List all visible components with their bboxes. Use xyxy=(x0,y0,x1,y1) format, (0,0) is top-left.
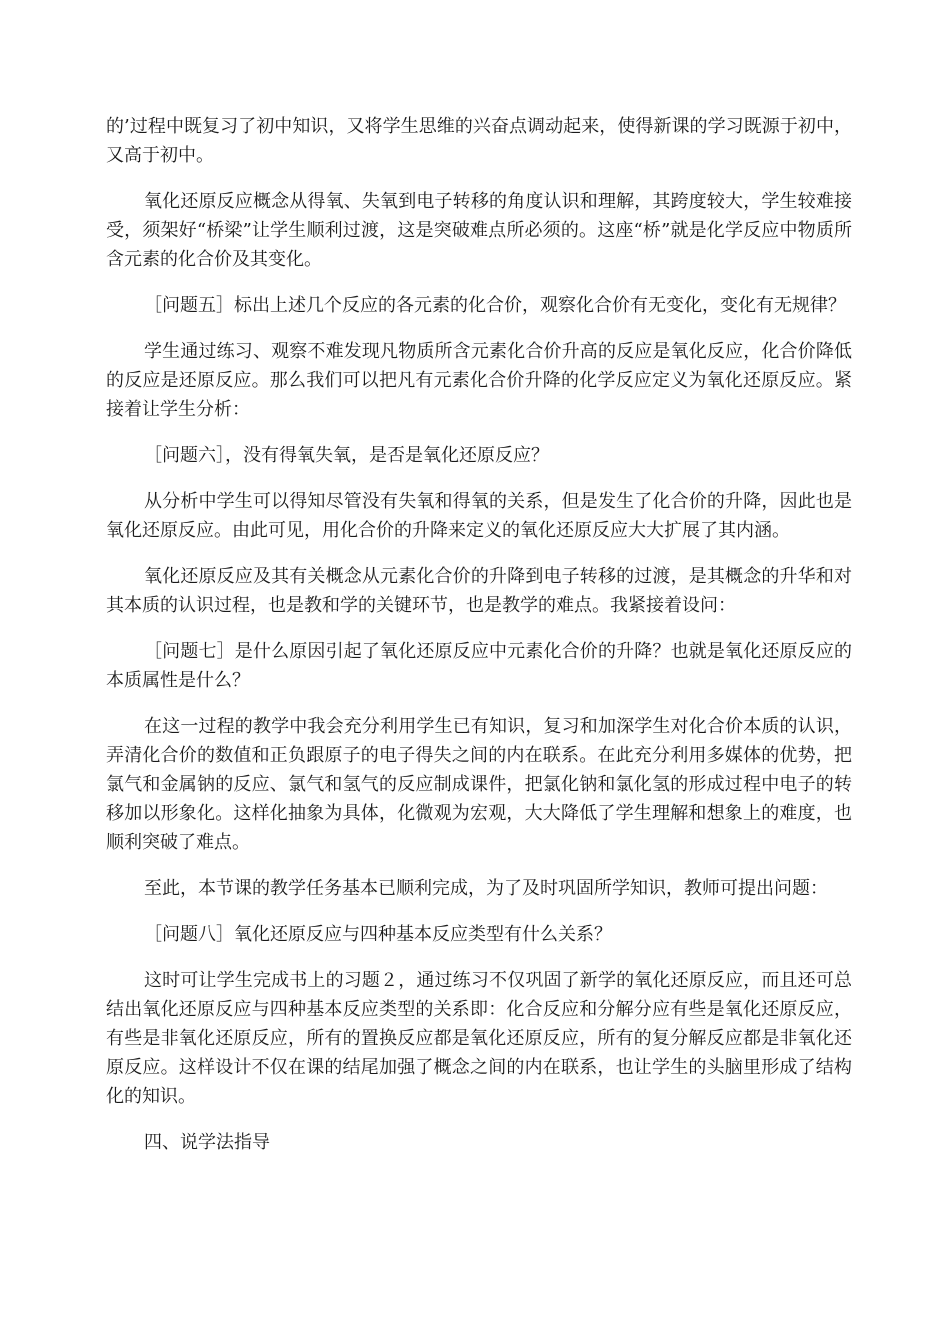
paragraph-12: 这时可让学生完成书上的习题２，通过练习不仅巩固了新学的氧化还原反应，而且还可总结出氧化还原反应与四种基本反应类型的关系即：化合反应和分解分应有些是氧化还原反应，有些是非氧化还原反应，所有的置换反应都是氧化还原反应，所有的复分解反应都是非氧化还原反应。这样设计不仅在课的结尾加强了概念之间的内在联系，也让学生的头脑里形成了结构化的知识。 xyxy=(106,970,852,1107)
paragraph-6: 从分析中学生可以得知尽管没有失氧和得氧的关系，但是发生了化合价的升降，因此也是氧化还原反应。由此可见，用化合价的升降来定义的氧化还原反应大大扩展了其内涵。 xyxy=(106,491,852,541)
question-five-paragraph: ［问题五］标出上述几个反应的各元素的化合价，观察化合价有无变化，变化有无规律？ xyxy=(144,295,846,316)
question-eight-paragraph: ［问题八］氧化还原反应与四种基本反应类型有什么关系？ xyxy=(144,924,612,945)
paragraph-10: 至此，本节课的教学任务基本已顺利完成，为了及时巩固所学知识，教师可提出问题： xyxy=(144,878,828,899)
paragraph-2: 氧化还原反应概念从得氧、失氧到电子转移的角度认识和理解，其跨度较大，学生较难接受，须架好“桥梁”让学生顺利过渡，这是突破难点所必须的。这座“桥”就是化学反应中物质所含元素的化合价及其变化。 xyxy=(106,191,852,270)
document-page xyxy=(106,112,852,1174)
paragraph-7: 氧化还原反应及其有关概念从元素化合价的升降到电子转移的过渡，是其概念的升华和对其本质的认识过程，也是教和学的关键环节，也是教学的难点。我紧接着设问： xyxy=(106,566,852,616)
section-heading-study-guidance: 四、说学法指导 xyxy=(144,1132,270,1153)
question-seven-paragraph: ［问题七］是什么原因引起了氧化还原反应中元素化合价的升降？也就是氧化还原反应的本质属性是什么？ xyxy=(106,641,852,691)
paragraph-9: 在这一过程的教学中我会充分利用学生已有知识，复习和加深学生对化合价本质的认识，弄清化合价的数值和正负跟原子的电子得失之间的内在联系。在此充分利用多媒体的优势，把氯气和金属钠的反应、氯气和氢气的反应制成课件，把氯化钠和氯化氢的形成过程中电子的转移加以形象化。这样化抽象为具体，化微观为宏观，大大降低了学生理解和想象上的难度，也顺利突破了难点。 xyxy=(106,716,852,853)
paragraph-1: 的’过程中既复习了初中知识，又将学生思维的兴奋点调动起来，使得新课的学习既源于初中，又高于初中。 xyxy=(106,116,852,166)
paragraph-4: 学生通过练习、观察不难发现凡物质所含元素化合价升高的反应是氧化反应，化合价降低的反应是还原反应。那么我们可以把凡有元素化合价升降的化学反应定义为氧化还原反应。紧接着让学生分析： xyxy=(106,341,852,420)
question-six-paragraph: ［问题六］，没有得氧失氧，是否是氧化还原反应？ xyxy=(144,445,549,466)
